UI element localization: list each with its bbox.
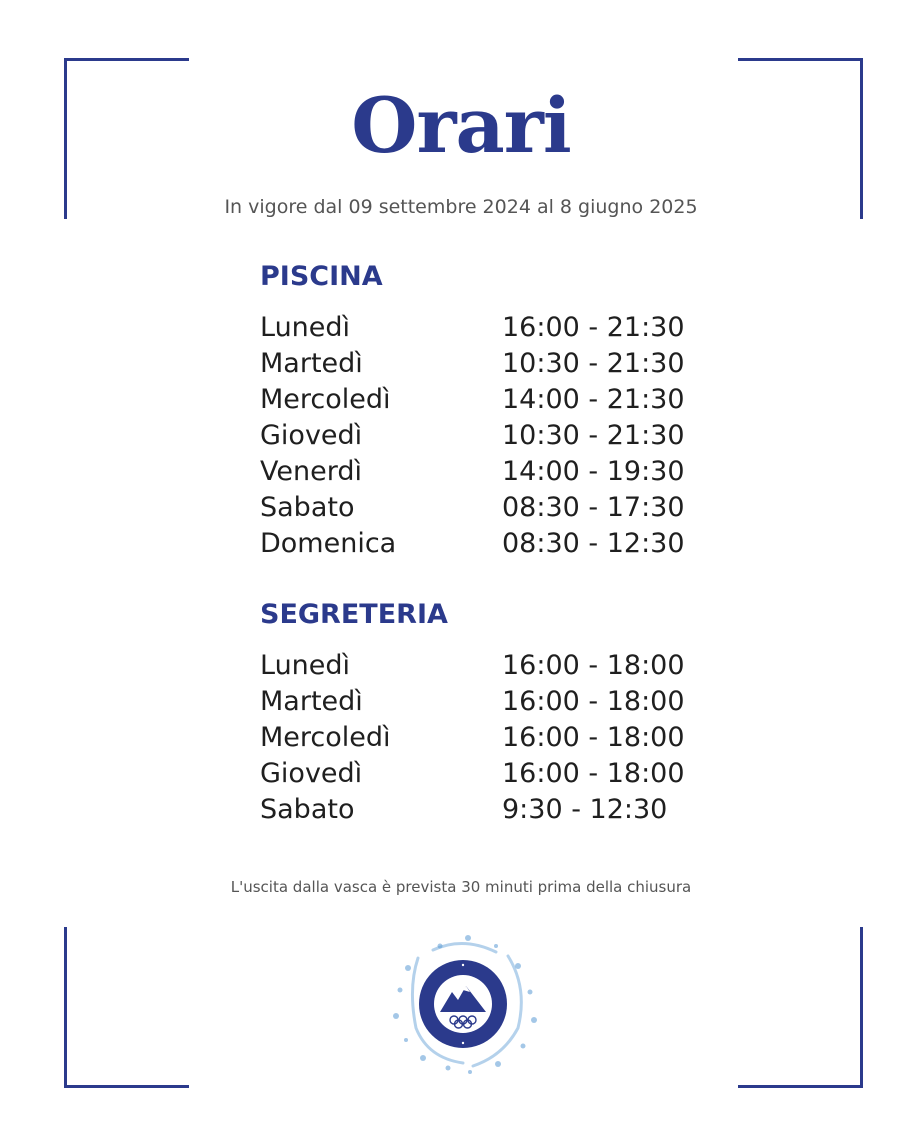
schedule-row xyxy=(260,720,720,756)
schedule-row xyxy=(260,310,720,346)
exit-note: L'uscita dalla vasca è prevista 30 minuti prima della chiusura xyxy=(230,878,692,896)
schedule-row xyxy=(260,756,720,792)
hours-value: 16:00 - 18:00 xyxy=(502,649,685,681)
schedule-row xyxy=(260,490,720,526)
hours-value: 08:30 - 12:30 xyxy=(502,527,685,559)
club-logo-icon xyxy=(378,928,548,1078)
hours-value: 10:30 - 21:30 xyxy=(502,347,685,379)
day-label: Venerdì xyxy=(260,455,362,487)
hours-value: 14:00 - 19:30 xyxy=(502,455,685,487)
day-label: Giovedì xyxy=(260,757,363,789)
hours-value: 9:30 - 12:30 xyxy=(502,793,668,825)
day-label: Martedì xyxy=(260,347,363,379)
day-label: Mercoledì xyxy=(260,721,391,753)
day-label: Martedì xyxy=(260,685,363,717)
day-label: Giovedì xyxy=(260,419,363,451)
day-label: Sabato xyxy=(260,491,355,523)
schedule-row xyxy=(260,418,720,454)
hours-value: 10:30 - 21:30 xyxy=(502,419,685,451)
schedule-row xyxy=(260,454,720,490)
schedule-row xyxy=(260,792,720,828)
hours-value: 16:00 - 18:00 xyxy=(502,685,685,717)
day-label: Mercoledì xyxy=(260,383,391,415)
hours-value: 08:30 - 17:30 xyxy=(502,491,685,523)
day-label: Domenica xyxy=(260,527,397,559)
schedule-row xyxy=(260,684,720,720)
hours-value: 16:00 - 21:30 xyxy=(502,311,685,343)
hours-value: 16:00 - 18:00 xyxy=(502,757,685,789)
hours-value: 16:00 - 18:00 xyxy=(502,721,685,753)
piscina-section xyxy=(260,262,720,562)
segreteria-section xyxy=(260,600,720,828)
segreteria-title: SEGRETERIA xyxy=(260,599,448,630)
day-label: Lunedì xyxy=(260,311,351,343)
schedule-row xyxy=(260,526,720,562)
validity-subtitle: In vigore dal 09 settembre 2024 al 8 giugno 2025 xyxy=(224,196,698,218)
frame-corner-bottom-left xyxy=(64,927,189,1088)
page-title: Orari xyxy=(351,81,571,170)
schedule-row xyxy=(260,382,720,418)
day-label: Lunedì xyxy=(260,649,351,681)
schedule-row xyxy=(260,648,720,684)
piscina-title: PISCINA xyxy=(260,261,383,292)
water-splash-icon xyxy=(378,928,548,1078)
schedule-row xyxy=(260,346,720,382)
hours-value: 14:00 - 21:30 xyxy=(502,383,685,415)
frame-corner-bottom-right xyxy=(738,927,863,1088)
day-label: Sabato xyxy=(260,793,355,825)
